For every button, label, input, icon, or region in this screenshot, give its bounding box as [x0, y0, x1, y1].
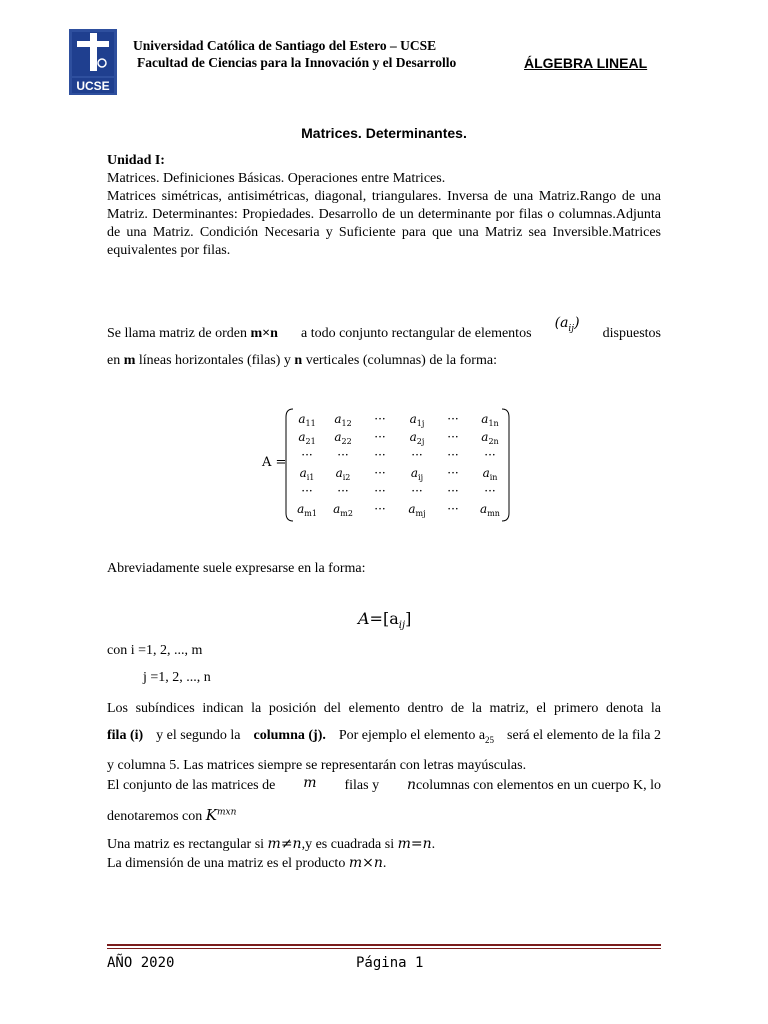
- subject-title: ÁLGEBRA LINEAL: [524, 55, 648, 71]
- matrix-cell: $a_{m1}$: [297, 502, 317, 518]
- matrix-cell: ···: [447, 412, 459, 426]
- matrix-cell: ···: [374, 484, 386, 498]
- matrix-display: [285, 405, 510, 525]
- university-name: Universidad Católica de Santiago del Estero – UCSE: [133, 38, 437, 53]
- footer-page: Página 1: [356, 955, 424, 971]
- matrix-cell: $a_{mn}$: [480, 502, 500, 518]
- matrix-cell: $a_{mj}$: [408, 502, 426, 518]
- index-j: j =1, 2, ..., n: [143, 670, 211, 685]
- abbrev-formula: $A=[a_{ij}]$: [358, 609, 412, 632]
- matrix-cell: $a_{2j}$: [409, 430, 425, 446]
- matrix-cell: ···: [337, 484, 349, 498]
- unit-section: [107, 152, 661, 260]
- matrix-cell: ···: [337, 448, 349, 462]
- matrix-cell: ···: [301, 484, 313, 498]
- matrix-cell: ···: [374, 502, 386, 516]
- unit-line1: Matrices. Definiciones Básicas. Operaciones entre Matrices.: [107, 171, 446, 186]
- matrix-cell: ···: [484, 448, 496, 462]
- footer-rule-bottom: [107, 948, 661, 949]
- matrix-cell: $a_{11}$: [298, 412, 316, 428]
- unit-body: Matrices simétricas, antisimétricas, diagonal, triangulares. Inversa de una Matriz.Rango de una Matriz. Determinantes: Propiedades. Desarrollo de un determinante por filas o columnas.Adjunta de una Matriz. Condición Necesaria y Suficiente para que una Matriz sea Inversible.Matrices equivalentes por filas.: [107, 189, 661, 258]
- matrix-cell: $a_{i2}$: [335, 466, 351, 482]
- rect-line: Una matriz es rectangular si m≠n,y es cuadrada si m=n.: [107, 836, 436, 852]
- matrix-cell: ···: [447, 484, 459, 498]
- faculty-name: Facultad de Ciencias para la Innovación y el Desarrollo: [137, 55, 457, 70]
- unit-heading: Unidad I:: [107, 153, 165, 168]
- matrix-cell: ···: [447, 448, 459, 462]
- subindices-paragraph: Los subíndices indican la posición del elemento dentro de la matriz, el primero denota la fila (i) y el segundo la columna (j). Por ejemplo el elemento $a_{25}$ será el elemento de la fila 2 y columna 5. Las matrices siempre se representarán con letras mayúsculas.: [107, 701, 661, 773]
- definition-line1: Se llama matriz de orden m×n a todo conjunto rectangular de elementos $(a_{ij})$ dispuestos: [107, 315, 661, 341]
- conjunto-line1: El conjunto de las matrices de m filas y ncolumnas con elementos en un cuerpo K, lo: [107, 775, 661, 793]
- matrix-cell: $a_{12}$: [334, 412, 352, 428]
- matrix-cell: $a_{m2}$: [333, 502, 353, 518]
- conjunto-line2: denotaremos con $K^{mxn}$: [107, 806, 237, 824]
- abbrev-text: Abreviadamente suele expresarse en la forma:: [107, 561, 366, 576]
- matrix-label: A =: [262, 455, 287, 470]
- footer-year: AÑO 2020: [107, 955, 175, 971]
- footer-rule-top: [107, 944, 661, 946]
- matrix-cell: ···: [484, 484, 496, 498]
- matrix-cell: $a_{22}$: [334, 430, 352, 446]
- definition-line2: en m líneas horizontales (filas) y n verticales (columnas) de la forma:: [107, 353, 497, 368]
- matrix-cell: ···: [411, 448, 423, 462]
- matrix-cell: $a_{in}$: [482, 466, 498, 482]
- matrix-cell: $a_{1n}$: [481, 412, 499, 428]
- matrix-cell: $a_{21}$: [298, 430, 316, 446]
- dimension-line: La dimensión de una matriz es el producto m×n.: [107, 855, 387, 871]
- index-i: con i =1, 2, ..., m: [107, 643, 203, 658]
- matrix-cell: ···: [374, 412, 386, 426]
- matrix-cell: ···: [374, 448, 386, 462]
- matrix-cell: ···: [447, 430, 459, 444]
- matrix-cell: ···: [374, 430, 386, 444]
- matrix-cell: $a_{i1}$: [299, 466, 315, 482]
- matrix-cell: ···: [374, 466, 386, 480]
- matrix-cell: ···: [447, 466, 459, 480]
- matrix-cell: ···: [411, 484, 423, 498]
- matrix-cell: ···: [301, 448, 313, 462]
- ucse-logo: [69, 29, 117, 95]
- matrix-cell: $a_{ij}$: [410, 466, 424, 482]
- matrix-cell: ···: [447, 502, 459, 516]
- logo-text: UCSE: [76, 79, 110, 93]
- page-title: Matrices. Determinantes.: [301, 125, 467, 141]
- matrix-cell: $a_{2n}$: [481, 430, 499, 446]
- matrix-cell: $a_{1j}$: [409, 412, 425, 428]
